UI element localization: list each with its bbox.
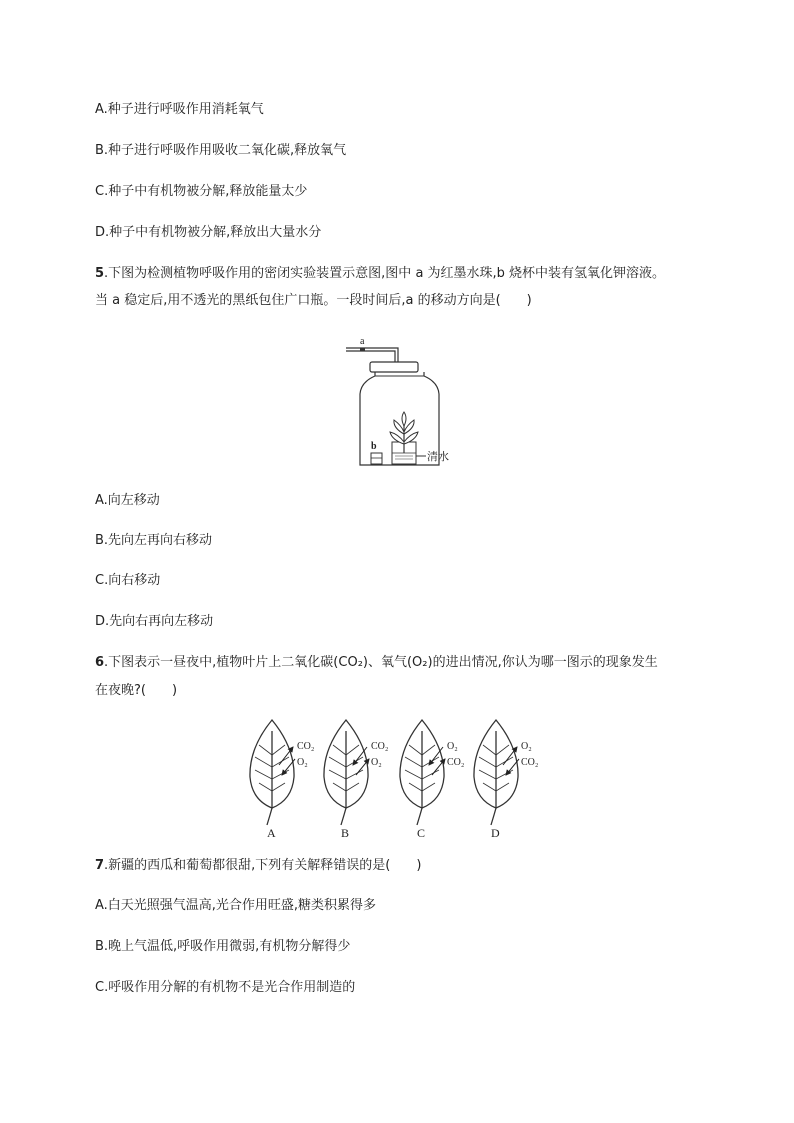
q7-stem: [95, 856, 421, 876]
q7-number: 7: [95, 858, 105, 873]
leaf-a-letter: A: [267, 826, 276, 840]
leaf-d-letter: D: [491, 826, 500, 840]
leaf-d-bottom-label: CO₂: [521, 757, 539, 768]
q6-stem-text1: .下图表示一昼夜中,植物叶片上二氧化碳(CO₂)、氧气(O₂)的进出情况,你认为哪一图示的现象发生: [104, 655, 658, 670]
q5-option-c: C.向右移动: [95, 573, 161, 588]
label-b: b: [371, 441, 377, 452]
glass-tube: [346, 348, 398, 362]
leaf-b: [324, 720, 388, 840]
beaker-b: [371, 453, 382, 464]
q5-stem-line1: [95, 264, 665, 284]
leaf-c-bottom-label: CO₂: [447, 757, 465, 768]
leaf-d-top-label: O₂: [521, 741, 532, 752]
q4-option-d: D.种子中有机物被分解,释放出大量水分: [95, 225, 322, 240]
q5-option-a: A.向左移动: [95, 493, 160, 508]
label-a: a: [360, 336, 365, 347]
leaf-c-letter: C: [417, 826, 426, 840]
q5-option-d: D.先向右再向左移动: [95, 614, 214, 629]
q5-stem-text1: .下图为检测植物呼吸作用的密闭实验装置示意图,图中 a 为红墨水珠,b 烧杯中装有氢氧化钾溶液。: [104, 266, 666, 281]
leaf-b-letter: B: [341, 826, 350, 840]
q6-leaves-diagram: [245, 715, 555, 843]
q5-apparatus-diagram: [340, 332, 460, 468]
leaf-b-top-label: CO₂: [371, 741, 389, 752]
q6-number: 6: [95, 655, 105, 670]
red-ink-drop: [360, 348, 365, 351]
label-water: 清水: [427, 450, 449, 463]
leaf-a: [250, 720, 314, 840]
leaf-c: [400, 720, 464, 840]
q4-option-c: C.种子中有机物被分解,释放能量太少: [95, 184, 308, 199]
q4-option-b: B.种子进行呼吸作用吸收二氧化碳,释放氧气: [95, 143, 347, 158]
q7-option-b: B.晚上气温低,呼吸作用微弱,有机物分解得少: [95, 939, 351, 954]
q7-stem-text: .新疆的西瓜和葡萄都很甜,下列有关解释错误的是( ): [104, 858, 422, 873]
leaf-c-top-label: O₂: [447, 741, 458, 752]
leaf-a-top-label: CO₂: [297, 741, 315, 752]
stopper: [370, 362, 418, 372]
q7-option-a: A.白天光照强气温高,光合作用旺盛,糖类积累得多: [95, 898, 377, 913]
q6-stem-line2: 在夜晚?( ): [95, 683, 178, 698]
q6-stem-line1: [95, 653, 658, 673]
leaf-d: [474, 720, 538, 840]
q5-option-b: B.先向左再向右移动: [95, 533, 213, 548]
q5-stem-line2: 当 a 稳定后,用不透光的黑纸包住广口瓶。一段时间后,a 的移动方向是( ): [95, 293, 532, 308]
q4-option-a: A.种子进行呼吸作用消耗氧气: [95, 102, 264, 117]
leaf-b-bottom-label: O₂: [371, 757, 382, 768]
leaf-a-bottom-label: O₂: [297, 757, 308, 768]
q7-option-c: C.呼吸作用分解的有机物不是光合作用制造的: [95, 980, 356, 995]
q5-number: 5: [95, 266, 105, 281]
